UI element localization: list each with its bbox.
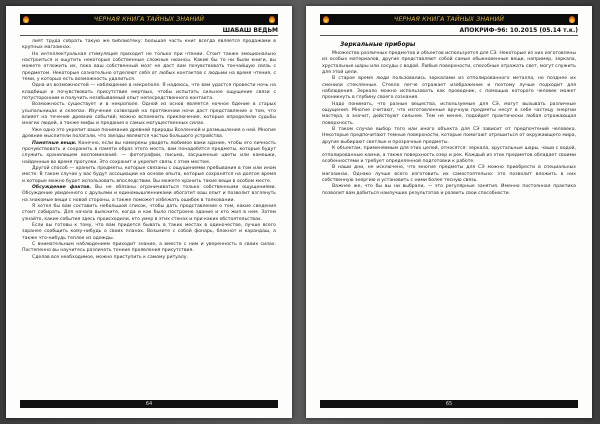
paragraph [22, 185, 276, 204]
paragraph [22, 102, 276, 127]
paragraph [22, 223, 276, 242]
left-page [6, 6, 292, 418]
left-page-number: 64 [20, 400, 278, 408]
paragraph [22, 128, 276, 141]
paragraph [22, 141, 276, 166]
paragraph-text: Сделав все необходимое, можно приступить к самому ритуалу. [32, 254, 188, 260]
paragraph [22, 52, 276, 84]
paragraph-text: Важнее же, что бы вы ни выбрали, — это регулярные занятия. Именно постоянная практика позволит вам добиться наилучших результатов и развить свои способности. [322, 184, 576, 196]
paragraph-text: Возможность существует и в некрополе. Одной из основ является ночное бдение в старых усыпальницах и склепах. Изучение созвездий на протяжении ночи даст представление о том, что влияет на течение древних событий; можно вспомнить приключения, которые определили судьбы многих людей, а также мифы и предания о самых могущественных силах. [22, 102, 276, 127]
paragraph-text: В наши дни, не исключено, что многие предметы для СЭ можно приобрести в специальных магазинах. Однако лучше всего изготовить их самостоятельно: это позволит вложить в них собственную энергию и установить с ними более тесную связь. [322, 165, 576, 183]
flame-icon [23, 16, 29, 23]
paragraph [22, 39, 276, 52]
left-banner-text: ЧЕРНАЯ КНИГА ТАЙНЫХ ЗНАНИЙ [93, 16, 205, 23]
flame-icon [569, 16, 575, 23]
paragraph-text: Вы не обязаны ограничиваться только собственными ощущениями. Обсуждение увиденного с друзьями и единомышленниками обогатит ваш опыт и позволит взглянуть на знакомые вещи с новой стороны, а также поможет избежать ошибок в толковании. [22, 184, 276, 203]
flame-icon [323, 16, 329, 23]
paragraph [322, 127, 576, 146]
paragraph [22, 255, 276, 261]
left-header-banner [20, 14, 278, 25]
paragraph-text: К объектам, применяемым для этих целей, относятся: зеркала, хрустальные шары, чаши с водой, отполированные камни, а также поверхность озер и рек. Каждый из этих предметов обладает своими особенностями и требует определенной подготовки к работе. [322, 146, 576, 164]
paragraph-text: В таком случае выбор того или иного объекта для СЭ зависит от предпочтений человека. Некоторые предпочитают темные поверхности, которые помогают отрешиться от окружающего мира, другие выбирают светлые и прозрачные предметы. [322, 127, 576, 145]
right-header-banner [320, 14, 578, 25]
right-header-rule [320, 35, 578, 36]
paragraph [322, 51, 576, 76]
flame-icon [269, 16, 275, 23]
paragraph [22, 166, 276, 185]
paragraph [322, 76, 576, 101]
left-body-text [22, 39, 276, 395]
paragraph-text: В старое время люди пользовались зеркалами из отполированного металла, но позднее их сменили стеклянные. Стекло легче отражает изображение и поэтому лучше подходит для наблюдения. Зеркало можно использовать как проводник, с помощью которого человек может проникнуть в глубину своего сознания. [322, 76, 576, 101]
paragraph [322, 102, 576, 127]
left-running-head: ШАБАШ ВЕДЬМ [222, 27, 278, 34]
paragraph-text: Если вы готовы к тому, что вам придется бывать в таких местах в одиночестве, лучше всего заранее сообщить кому-нибудь о своих планах. Возьмите с собой фонарь, блокнот и карандаш, а также что-нибудь теплое из одежды. [22, 222, 276, 241]
paragraph-text: Другой способ — хранить предметы, которые связаны с ощущениями пребывания в том или ином месте. В таком случае у вас будут ассоциации на основе опыта, которые сохранятся на долгое время и которые можно будет использовать впоследствии. Вы можете хранить такие вещи в особом месте. [22, 165, 276, 184]
right-page-number: 65 [320, 400, 578, 408]
left-header-rule [20, 35, 278, 36]
paragraph-text: Но интеллектуальная стимуляция приходит не только при чтении. Стоит также эмоционально настроиться и ощутить некоторые собственные сложные нюансы. Какие бы то ни были книги, вы можете отложить их, пока ваш собственный мозг не даст вам почувствовать тончайшую связь с предметом. Некоторые сознательно отделяют себя от любых контактов с людьми на время чтения, с теми, у которых есть возможность удалиться. [22, 51, 276, 83]
paragraph [22, 242, 276, 255]
paragraph-text: Уже одно это укрепит ваше понимание древней природы Вселенной и размышления о ней. Многие древние мыслители полагали, что звезды являются частью большого устройства. [22, 127, 276, 140]
right-running-head: АПОКРИФ-96: 10.2015 (05.14 т.к.) [459, 27, 578, 34]
section-title: Зеркальные приборы [340, 41, 416, 48]
right-page [306, 6, 592, 418]
paragraph-text: Конечно, если вы намерены увидеть любимое вами здание, чтобы его личность прочувствовать и сохранить в памяти образ этого места, вам понадобятся предметы, которые будут служить хранилищем воспоминаний: — фотографии, письма, засушенные цветы или камешки, найденные во время прогулки. Это сохранит и укрепит связь с этим местом. [22, 140, 276, 165]
right-body-text [322, 39, 576, 395]
paragraph [322, 165, 576, 184]
paragraph-text: Я хотел бы вам составить небольшой список, чтобы дать представление о том, какие сведения стоит собирать. Для начала выясните, когда и как было построено здание и кто жил в нем. Затем узнайте, какие события здесь происходили, кто умер в этих стенах и при каких обстоятельствах. [22, 203, 276, 222]
paragraph [22, 204, 276, 223]
paragraph [322, 184, 576, 197]
paragraph-text: лият труда собрать такую же библиотеку: большая часть книг всегда является продажами в крупных магазинах. [22, 39, 276, 51]
paragraph [22, 83, 276, 102]
paragraph-text: Одна из возможностей — наблюдение в некрополе. Я надеюсь, что вам удастся провести ночь на кладбище и почувствовать присутствие мертвых, чтобы испытать сильное ощущение связи с потусторонним и получить незабываемый опыт непосредственного контакта. [22, 83, 276, 102]
paragraph-lead: Памятные вещи. [32, 140, 77, 146]
paragraph-lead: Обсуждение фактов. [32, 184, 92, 190]
paragraph [322, 146, 576, 165]
paragraph-text: Надо понимать, что разные вещества, используемые для СЭ, могут вызывать различные ощущения. Многие считают, что изготовленные вручную предметы несут в себе частицу энергии мастера, а значит, действуют сильнее. Тем не менее, подойдет практически любая отражающая поверхность. [322, 101, 576, 126]
paragraph-text: С внимательным наблюдением приходит знание, а вместе с ним и уверенность в своих силах. Постепенно вы научитесь различать тонкие проявления присутствия. [22, 242, 276, 254]
right-banner-text: ЧЕРНАЯ КНИГА ТАЙНЫХ ЗНАНИЙ [393, 16, 505, 23]
paragraph-text: Множество различных предметов и объектов используется для СЭ. Некоторые из них изготовлены из особых материалов, другие представляют собой самые обыкновенные вещи, например, зеркала, хрустальные шары или сосуды с водой. Любые поверхности, способные отражать свет, могут служить для этой цели. [322, 51, 576, 76]
